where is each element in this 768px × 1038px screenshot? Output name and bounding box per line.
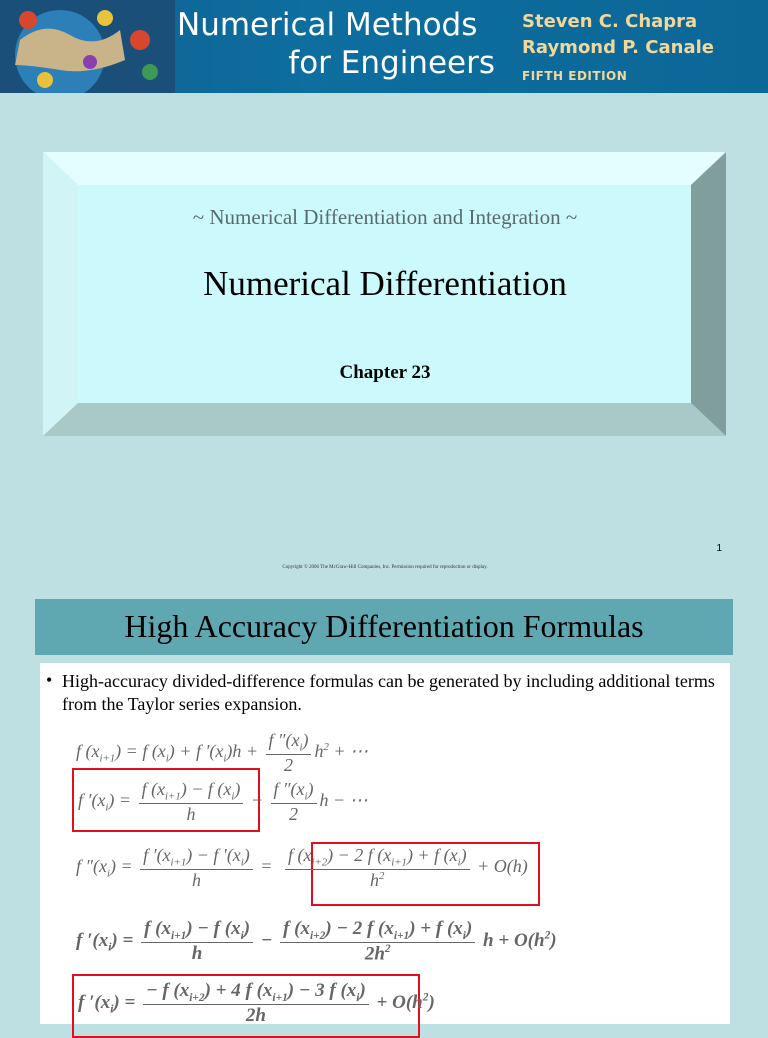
forward-difference-equation: f $'(x_i)$ = $\frac{f (x_{i+1}) - f (x_i)}{h}$ − $\frac{f ''(x_i)}{2}$ h − ⋯ — [78, 779, 368, 824]
book-title — [175, 6, 505, 82]
page-number: 1 — [716, 543, 722, 554]
book-title-line2: for Engineers — [288, 45, 495, 81]
book-authors — [522, 9, 714, 89]
slide-title: Numerical Differentiation — [203, 264, 567, 303]
slide-title: High Accuracy Differentiation Formulas — [124, 608, 644, 644]
book-title-line1: Numerical Methods — [177, 7, 478, 43]
author-name: Steven C. Chapra — [522, 11, 698, 32]
edition-label: FIFTH EDITION — [522, 69, 628, 83]
banner-illustration — [0, 0, 175, 93]
bullet-text: High-accuracy divided-difference formulas can be generated by including additional terms from the Taylor series expansion. — [62, 671, 715, 714]
chapter-label: Chapter 23 — [339, 362, 431, 383]
second-derivative-equation: f $''(x_i)$ = $\frac{f '(x_{i+1}) - f '(x_i)}{h}$ = $\frac{f (x_{i+2}) - 2 f (x_{i+1}) + f (x_i)}{h^2}$ + O(h) — [76, 845, 528, 890]
author-name: Raymond P. Canale — [522, 37, 714, 58]
taylor-series-equation: f $(x_{i+1}) = f$ $(x_i) + f$ $'(x_i)h$ + $\frac{f ''(x_i)}{2}$ $h^2$ + ⋯ — [76, 730, 369, 775]
slide-subtitle: ~ Numerical Differentiation and Integration ~ — [192, 205, 578, 229]
high-accuracy-forward-equation: f $'(x_i)$ = $\frac{- f (x_{i+2}) + 4 f (x_{i+1}) - 3 f (x_i)}{2h}$ + $O(h^2)$ — [78, 980, 435, 1026]
bullet-marker: • — [46, 670, 53, 690]
substituted-derivative-equation: f $'(x_i)$ = $\frac{f (x_{i+1}) - f (x_i)}{h}$ − $\frac{f (x_{i+2}) - 2 f (x_{i+1}) + f (x_i)}{2h^2}$ $h + O(h^2)$ — [76, 918, 557, 965]
copyright-notice: Copyright © 2006 The McGraw-Hill Companies, Inc. Permission required for reproduction or display. — [282, 565, 488, 570]
